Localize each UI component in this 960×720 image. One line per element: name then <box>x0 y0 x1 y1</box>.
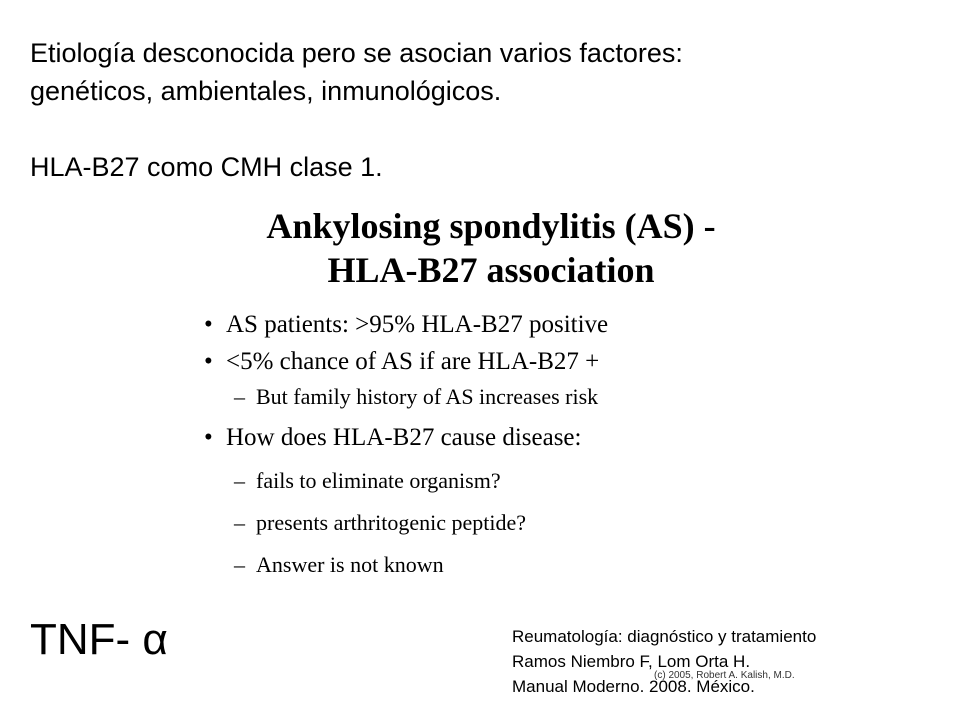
reference-citation <box>512 624 952 699</box>
embedded-slide <box>196 204 786 609</box>
intro-text <box>30 34 930 186</box>
intro-line-factors: genéticos, ambientales, inmunológicos. <box>30 76 502 106</box>
reference-publisher: Manual Moderno. 2008. México. <box>512 677 755 696</box>
embedded-slide-title-line-1: Ankylosing spondylitis (AS) - <box>266 206 716 246</box>
bullet-chance: • <5% chance of AS if are HLA-B27 + <box>196 347 786 377</box>
intro-line-etiology: Etiología desconocida pero se asocian varios factores: <box>30 38 683 68</box>
reference-authors: Ramos Niembro F, Lom Orta H. <box>512 652 751 671</box>
embedded-slide-bullets <box>196 310 786 579</box>
sub-bullet-unknown: – Answer is not known <box>196 551 786 579</box>
reference-title: Reumatología: diagnóstico y tratamiento <box>512 627 817 646</box>
sub-bullet-peptide: – presents arthritogenic peptide? <box>196 509 786 537</box>
bullet-patients: • AS patients: >95% HLA-B27 positive <box>196 310 786 340</box>
bullet-cause: • How does HLA-B27 cause disease: <box>196 423 786 453</box>
intro-line-hla: HLA-B27 como CMH clase 1. <box>30 152 383 182</box>
copyright-notice: (c) 2005, Robert A. Kalish, M.D. <box>654 670 795 681</box>
intro-spacer <box>30 110 930 148</box>
tnf-label: TNF- α <box>30 615 168 664</box>
embedded-slide-title-line-2: HLA-B27 association <box>327 250 655 290</box>
sub-bullet-family-history: – But family history of AS increases risk <box>196 383 786 411</box>
sub-bullet-eliminate: – fails to eliminate organism? <box>196 467 786 495</box>
embedded-slide-title <box>196 204 786 292</box>
